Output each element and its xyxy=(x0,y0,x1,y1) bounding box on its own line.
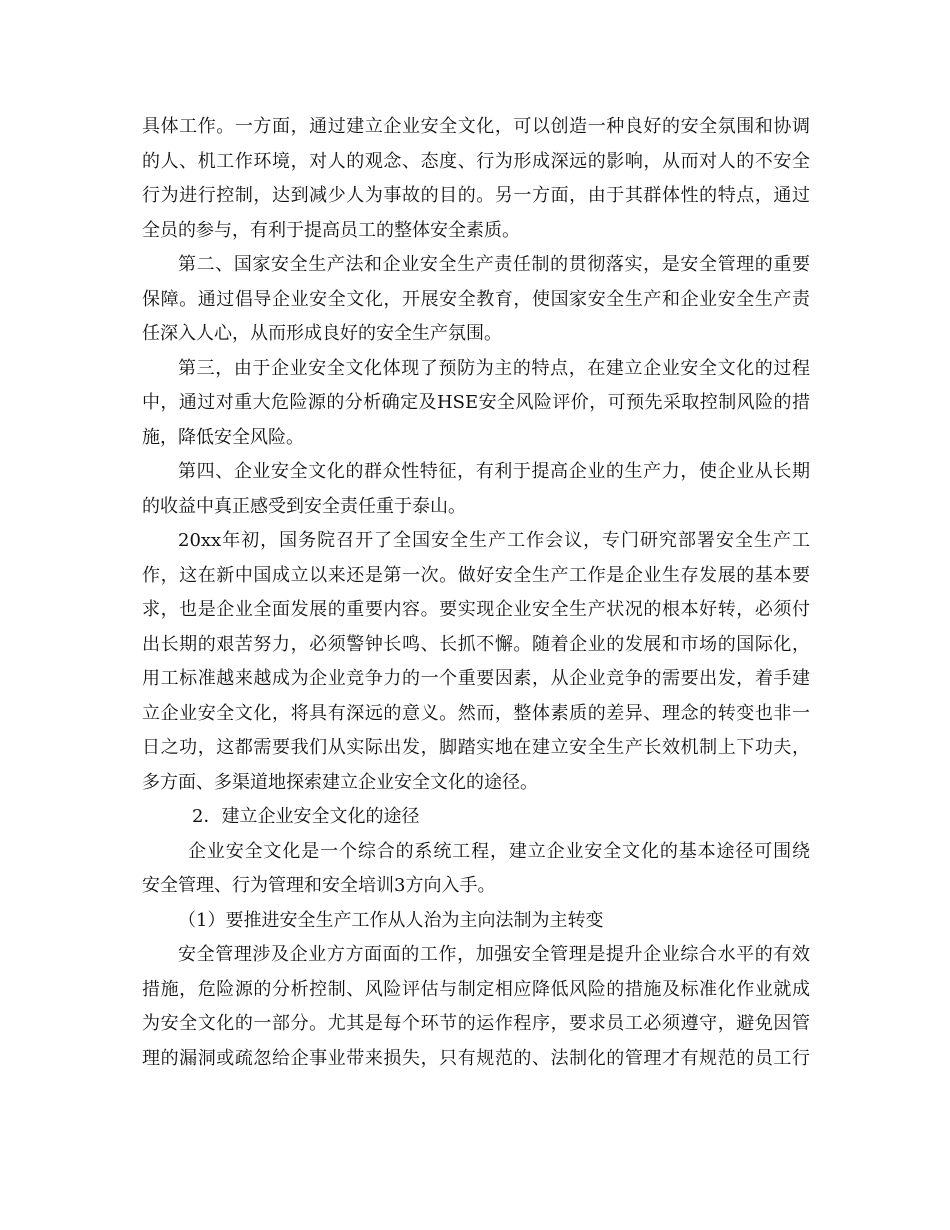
text-line: 日之功，这都需要我们从实际出发，脚踏实地在建立安全生产长效机制上下功夫， xyxy=(142,737,810,758)
text-line: 行为进行控制，达到减少人为事故的目的。另一方面，由于其群体性的特点，通过 xyxy=(142,185,810,206)
text-line: 求，也是企业全面发展的重要内容。要实现企业安全生产状况的根本好转，必须付 xyxy=(142,599,810,620)
paragraph-start-line: 企业安全文化是一个综合的系统工程，建立企业安全文化的基本途径可围绕 xyxy=(188,840,810,862)
text-line: 为安全文化的一部分。尤其是每个环节的运作程序，要求员工必须遵守，避免因管 xyxy=(142,1013,810,1034)
text-line: 多方面、多渠道地探索建立企业安全文化的途径。 xyxy=(142,771,538,793)
document-page xyxy=(142,110,810,1076)
text-line: 安全管理、行为管理和安全培训3方向入手。 xyxy=(142,875,496,896)
paragraph-start-line: 第三，由于企业安全文化体现了预防为主的特点，在建立企业安全文化的过程 xyxy=(178,357,810,379)
paragraph-start-line: 安全管理涉及企业方方面面的工作，加强安全管理是提升企业综合水平的有效 xyxy=(178,944,810,965)
text-line: 全员的参与，有利于提高员工的整体安全素质。 xyxy=(142,219,520,241)
text-line: 中，通过对重大危险源的分析确定及HSE安全风险评价，可预先采取控制风险的措 xyxy=(142,392,810,413)
text-line: 的人、机工作环境，对人的观念、态度、行为形成深远的影响，从而对人的不安全 xyxy=(142,150,810,172)
text-line: 施，降低安全风险。 xyxy=(142,426,304,448)
subsection-heading: （1）要推进安全生产工作从人治为主向法制为主转变 xyxy=(178,909,604,931)
text-line: 用工标准越来越成为企业竞争力的一个重要因素，从企业竞争的需要出发，着手建 xyxy=(142,668,810,689)
text-line: 出长期的艰苦努力，必须警钟长鸣、长抓不懈。随着企业的发展和市场的国际化， xyxy=(142,633,810,655)
text-line: 的收益中真正感受到安全责任重于泰山。 xyxy=(142,495,466,517)
text-line: 具体工作。一方面，通过建立企业安全文化，可以创造一种良好的安全氛围和协调 xyxy=(142,116,810,137)
text-line: 作，这在新中国成立以来还是第一次。做好安全生产工作是企业生存发展的基本要 xyxy=(142,564,810,586)
text-line: 措施，危险源的分析控制、风险评估与制定相应降低风险的措施及标准化作业就成 xyxy=(142,978,810,1000)
text-line: 立企业安全文化，将具有深远的意义。然而，整体素质的差异、理念的转变也非一 xyxy=(142,702,810,724)
paragraph-start-line: 第二、国家安全生产法和企业安全生产责任制的贯彻落实，是安全管理的重要 xyxy=(178,254,810,275)
text-line: 任深入人心，从而形成良好的安全生产氛围。 xyxy=(142,323,502,344)
paragraph-start-line: 20xx年初，国务院召开了全国安全生产工作会议，专门研究部署安全生产工 xyxy=(178,530,810,551)
paragraph-start-line: 第四、企业安全文化的群众性特征，有利于提高企业的生产力，使企业从长期 xyxy=(178,461,810,482)
text-line: 保障。通过倡导企业安全文化，开展安全教育，使国家安全生产和企业安全生产责 xyxy=(142,288,810,310)
section-heading: 2．建立企业安全文化的途径 xyxy=(192,806,420,827)
text-line: 理的漏洞或疏忽给企事业带来损失，只有规范的、法制化的管理才有规范的员工行 xyxy=(142,1047,810,1069)
